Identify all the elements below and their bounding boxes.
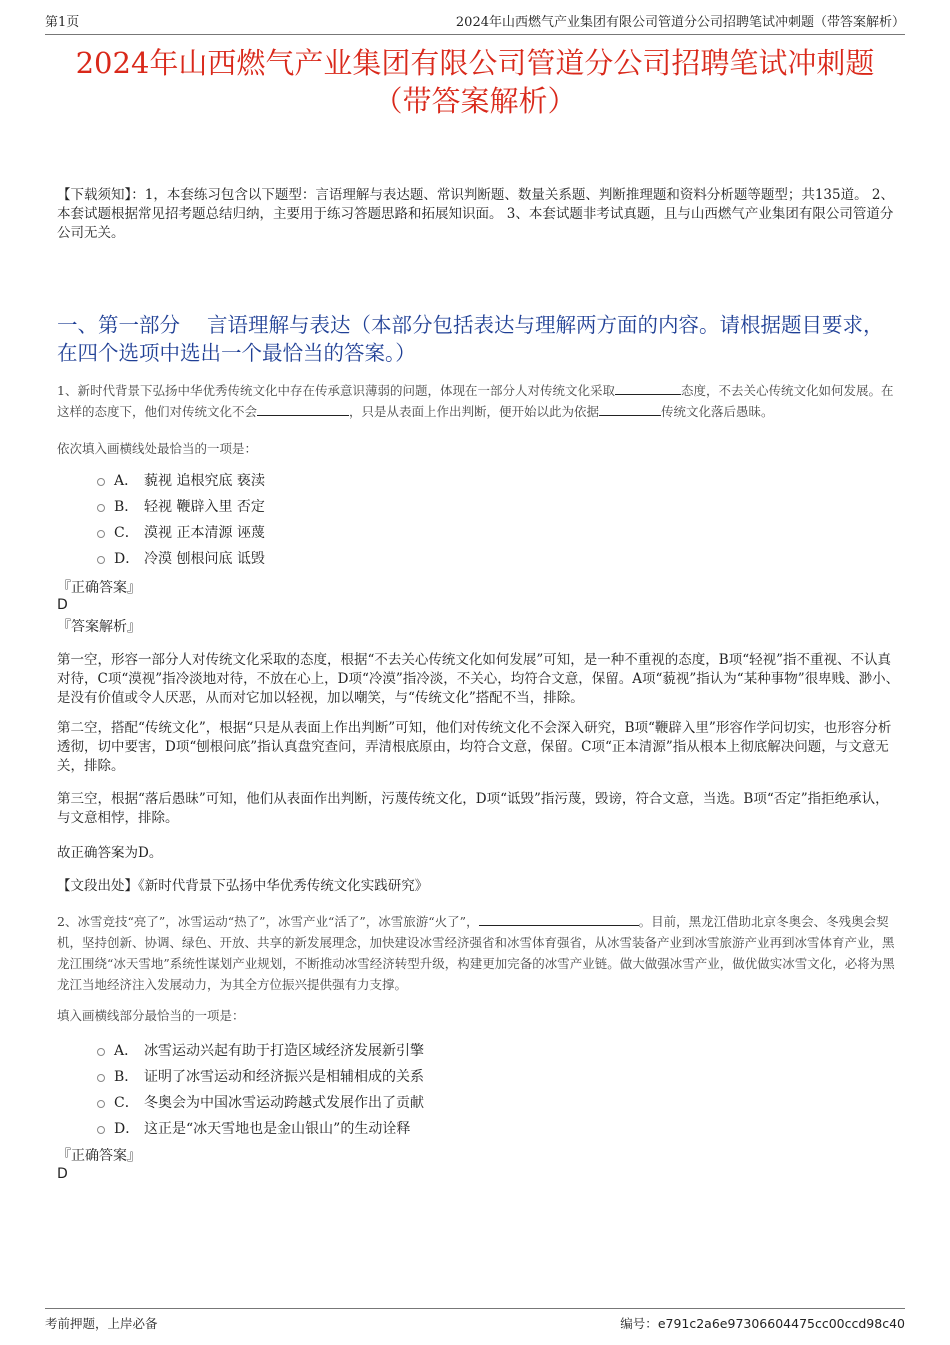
page-header [45, 14, 905, 35]
blank-3 [599, 402, 661, 416]
question-1-text-d: 传统文化落后愚昧。 [661, 404, 774, 419]
correct-answer-label: 『正确答案』 [57, 1148, 141, 1164]
option-letter: D． [114, 1121, 140, 1137]
option-b[interactable] [97, 493, 265, 519]
option-d[interactable] [97, 1115, 424, 1141]
option-b[interactable] [97, 1063, 424, 1089]
radio-icon[interactable] [97, 1074, 105, 1082]
correct-answer-label: 『正确答案』 [57, 580, 141, 596]
option-letter: D． [114, 551, 140, 567]
radio-icon[interactable] [97, 1126, 105, 1134]
question-2-prompt: 填入画横线部分最恰当的一项是： [57, 1008, 245, 1023]
option-text: 冬奥会为中国冰雪运动跨越式发展作出了贡献 [144, 1095, 424, 1111]
question-2-text-b: 。目前，黑龙江借助北京冬奥会、冬残奥会契机，坚持创新、协调、绿色、开放、共享的新发展理念，加快建设冰雪经济强省和冰雪体育强省，从冰雪装备产业到冰雪旅游产业再到冰雪体育产业，黑龙江围绕“冰天雪地”系统性谋划产业规划，不断推动冰雪经济转型升级，构建更加完备的冰雪产业链。做大做强冰雪产业，做优做实冰雪文化，必将为黑龙江当地经济注入发展动力，为其全方位振兴提供强有力支撑。 [57, 914, 895, 992]
question-1-text-a: 1、新时代背景下弘扬中华优秀传统文化中存在传承意识薄弱的问题，体现在一部分人对传统文化采取 [57, 383, 615, 398]
option-letter: A． [114, 473, 139, 489]
question-2-options [97, 1037, 424, 1141]
question-2-text [57, 911, 900, 995]
option-letter: C． [114, 1095, 139, 1111]
download-notice: 【下载须知】：1，本套练习包含以下题型：言语理解与表达题、常识判断题、数量关系题、判断推理题和资料分析题等题型；共135道。 2、本套试题根据常见招考题总结归纳，主要用于练习答题思路和拓展知识面。 3、本套试题非考试真题，且与山西燃气产业集团有限公司管道分公司无关。 [57, 187, 894, 241]
option-text: 轻视 鞭辟入里 否定 [144, 499, 265, 515]
document-code-label: 编号： [620, 1316, 658, 1331]
question-1-prompt: 依次填入画横线处最恰当的一项是： [57, 441, 258, 456]
option-d[interactable] [97, 545, 265, 571]
blank-1 [615, 381, 681, 395]
correct-answer: D [57, 597, 68, 613]
analysis-paragraph-1: 第一空，形容一部分人对传统文化采取的态度，根据“不去关心传统文化如何发展”可知，是一种不重视的态度，B项“轻视”指不重视、不认真对待，C项“漠视”指冷淡地对待，不放在心上，D项“冷漠”指冷淡，不关心，均符合文意，保留。A项“藐视”指认为“某种事物”很卑贱、渺小、是没有价值或令人厌恶，从而对它加以轻视，加以嘲笑，与“传统文化”搭配不当，排除。 [57, 652, 900, 706]
option-text: 冰雪运动兴起有助于打造区域经济发展新引擎 [144, 1043, 424, 1059]
option-letter: C． [114, 525, 139, 541]
header-doc-title: 2024年山西燃气产业集团有限公司管道分公司招聘笔试冲刺题（带答案解析） [455, 15, 905, 30]
radio-icon[interactable] [97, 478, 105, 486]
analysis-paragraph-3: 第三空，根据“落后愚昧”可知，他们从表面作出判断，污蔑传统文化，D项“诋毁”指污蔑，毁谤，符合文意，当选。B项“否定”指拒绝承认，与文意相悖，排除。 [57, 791, 889, 826]
question-1-text [57, 380, 900, 422]
document-title-line1: 2024年山西燃气产业集团有限公司管道分公司招聘笔试冲刺题 [75, 46, 875, 80]
option-text: 证明了冰雪运动和经济振兴是相辅相成的关系 [144, 1069, 424, 1085]
option-a[interactable] [97, 1037, 424, 1063]
page-footer [45, 1308, 905, 1333]
question-1-options [97, 467, 265, 571]
radio-icon[interactable] [97, 504, 105, 512]
analysis-paragraph-2: 第二空，搭配“传统文化”，根据“只是从表面上作出判断”可知，他们对传统文化不会深入研究，B项“鞭辟入里”形容作学问切实，也形容分析透彻，切中要害，D项“刨根问底”指认真盘究查问，弄清根底原由，均符合文意，保留。C项“正本清源”指从根本上彻底解决问题，与文意无关，排除。 [57, 720, 892, 774]
analysis-conclusion: 故正确答案为D。 [57, 845, 163, 861]
question-1-text-b: 态度，不去关心传统文化如何发展。在这样的态度下，他们对传统文化不会 [57, 383, 894, 419]
option-text: 漠视 正本清源 诬蔑 [144, 525, 265, 541]
source-citation: 【文段出处】《新时代背景下弘扬中华优秀传统文化实践研究》 [57, 878, 429, 894]
footer-slogan: 考前押题，上岸必备 [45, 1316, 158, 1331]
option-text: 这正是“冰天雪地也是金山银山”的生动诠释 [144, 1121, 411, 1137]
radio-icon[interactable] [97, 556, 105, 564]
option-c[interactable] [97, 519, 265, 545]
question-1-text-c: ，只是从表面上作出判断，便开始以此为依据 [349, 404, 600, 419]
analysis-label: 『答案解析』 [57, 619, 141, 635]
blank-1 [479, 912, 639, 926]
section-heading: 一、第一部分 言语理解与表达（本部分包括表达与理解两方面的内容。请根据题目要求，在四个选项中选出一个最恰当的答案。） [57, 313, 884, 365]
radio-icon[interactable] [97, 1048, 105, 1056]
page-number: 第1页 [45, 15, 80, 30]
document-code [620, 1314, 905, 1332]
document-title-line2: （带答案解析） [373, 84, 577, 118]
radio-icon[interactable] [97, 530, 105, 538]
correct-answer: D [57, 1166, 68, 1182]
radio-icon[interactable] [97, 1100, 105, 1108]
blank-2 [257, 402, 349, 416]
document-code-value: e791c2a6e97306604475cc00ccd98c40 [657, 1316, 905, 1331]
document-title [45, 44, 905, 120]
question-2-text-a: 2、冰雪竞技“亮了”，冰雪运动“热了”，冰雪产业“活了”，冰雪旅游“火了”， [57, 914, 479, 929]
option-letter: A． [114, 1043, 139, 1059]
option-text: 藐视 追根究底 亵渎 [144, 473, 265, 489]
option-a[interactable] [97, 467, 265, 493]
option-letter: B． [114, 1069, 139, 1085]
option-text: 冷漠 刨根问底 诋毁 [144, 551, 265, 567]
option-c[interactable] [97, 1089, 424, 1115]
option-letter: B． [114, 499, 139, 515]
